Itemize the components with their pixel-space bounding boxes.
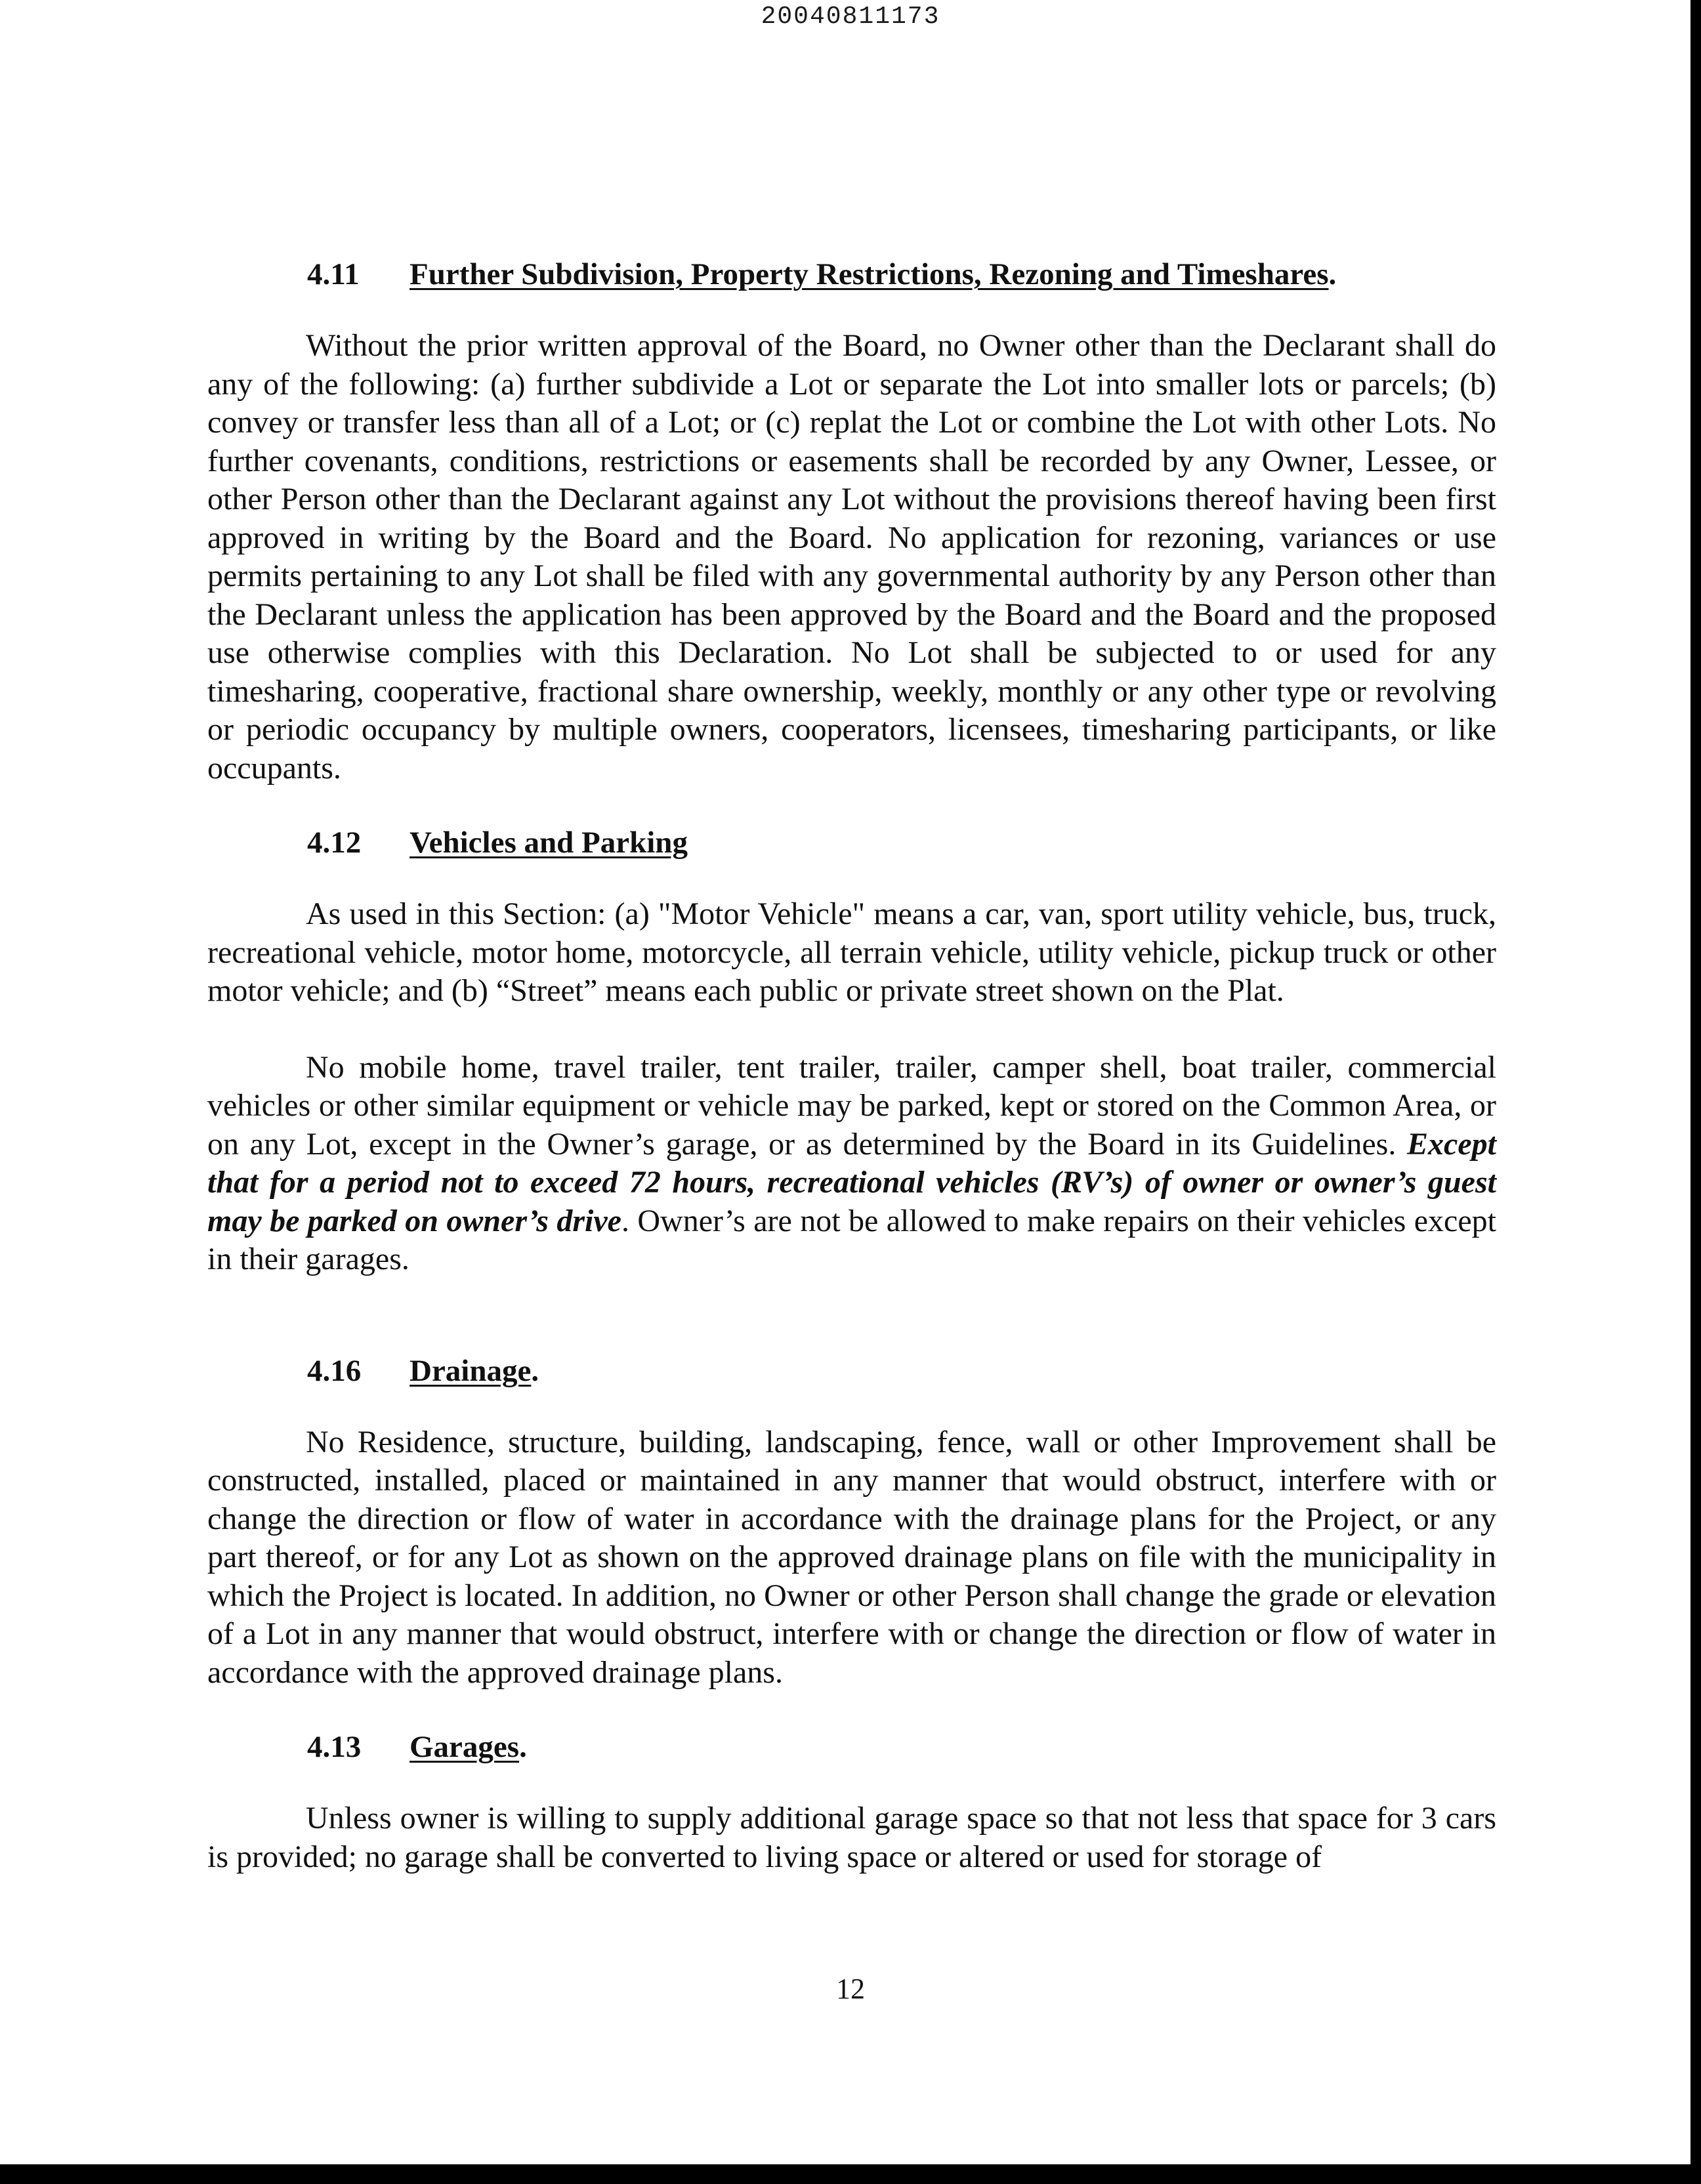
section-heading-4-11 xyxy=(207,255,1496,294)
section-paragraph: Without the prior written approval of the Board, no Owner other than the Declarant shall do any of the following: (a) further subdivide a Lot or separate the Lot into smaller lots or parcels; (b) convey or transfer less than all of a Lot; or (c) replat the Lot or combine the Lot with other Lots. No further covenants, conditions, restrictions or easements shall be recorded by any Owner, Lessee, or other Person other than the Declarant against any Lot without the provisions thereof having been first approved in writing by the Board and the Board. No application for rezoning, variances or use permits pertaining to any Lot shall be filed with any governmental authority by any Person other than the Declarant unless the application has been approved by the Board and the Board and the proposed use otherwise complies with this Declaration. No Lot shall be subjected to or used for any timesharing, cooperative, fractional share ownership, weekly, monthly or any other type or revolving or periodic occupancy by multiple owners, cooperators, licensees, timesharing participants, or like occupants. xyxy=(207,328,1496,786)
document-body xyxy=(207,255,1496,1876)
page-number: 12 xyxy=(836,1973,865,2005)
section-heading-4-16 xyxy=(207,1351,1496,1391)
section-number: 4.11 xyxy=(307,257,360,291)
section-number: 4.13 xyxy=(307,1730,362,1764)
section-title-suffix: . xyxy=(531,1353,539,1388)
section-title: Vehicles and Parking xyxy=(410,826,688,860)
section-number: 4.12 xyxy=(307,826,362,860)
document-id: 20040811173 xyxy=(761,3,940,31)
emphasized-text: Except that for a period not to exceed 72 hours, recreational vehicles (RV’s) of owner or owner’s guest may be parked on owner’s drive xyxy=(207,1126,1496,1238)
section-title: Drainage xyxy=(410,1353,532,1388)
section-title-suffix: . xyxy=(1328,257,1337,291)
section-paragraph: No Residence, structure, building, landscaping, fence, wall or other Improvement shall be constructed, installed, placed or maintained in any manner that would obstruct, interfere with or change the direction or flow of water in accordance with the drainage plans for the Project, or any part thereof, or for any Lot as shown on the approved drainage plans on file with the municipality in which the Project is located. In addition, no Owner or other Person shall change the grade or elevation of a Lot in any manner that would obstruct, interfere with or change the direction or flow of water in accordance with the approved drainage plans. xyxy=(207,1424,1496,1690)
section-paragraph: As used in this Section: (a) "Motor Vehicle" means a car, van, sport utility vehicle, bus, truck, recreational vehicle, motor home, motorcycle, all terrain vehicle, utility vehicle, pickup truck or other motor vehicle; and (b) “Street” means each public or private street shown on the Plat. xyxy=(207,896,1496,1008)
section-number: 4.16 xyxy=(307,1353,362,1388)
section-paragraph: Unless owner is willing to supply additional garage space so that not less that space for 3 cars is provided; no garage shall be converted to living space or altered or used for storage of xyxy=(207,1801,1496,1874)
section-title-suffix: . xyxy=(519,1730,527,1764)
section-paragraph-with-emphasis xyxy=(207,1049,1496,1279)
section-heading-4-12 xyxy=(207,823,1496,862)
scan-border-bottom xyxy=(0,2164,1701,2184)
paragraph-text: No mobile home, travel trailer, tent trailer, trailer, camper shell, boat trailer, commercial vehicles or other similar equipment or vehicle may be parked, kept or stored on the Common Area, or on any Lot, except in the Owner’s garage, or as determined by the Board in its Guidelines. xyxy=(207,1049,1496,1162)
scan-border-right xyxy=(1690,0,1701,2184)
paragraph-text: . Owner’s are not be allowed to make repairs on their vehicles except in their garages. xyxy=(207,1203,1496,1276)
section-title: Further Subdivision, Property Restrictions, Rezoning and Timeshares xyxy=(410,257,1329,291)
section-heading-4-13 xyxy=(207,1727,1496,1767)
section-title: Garages xyxy=(410,1730,520,1764)
